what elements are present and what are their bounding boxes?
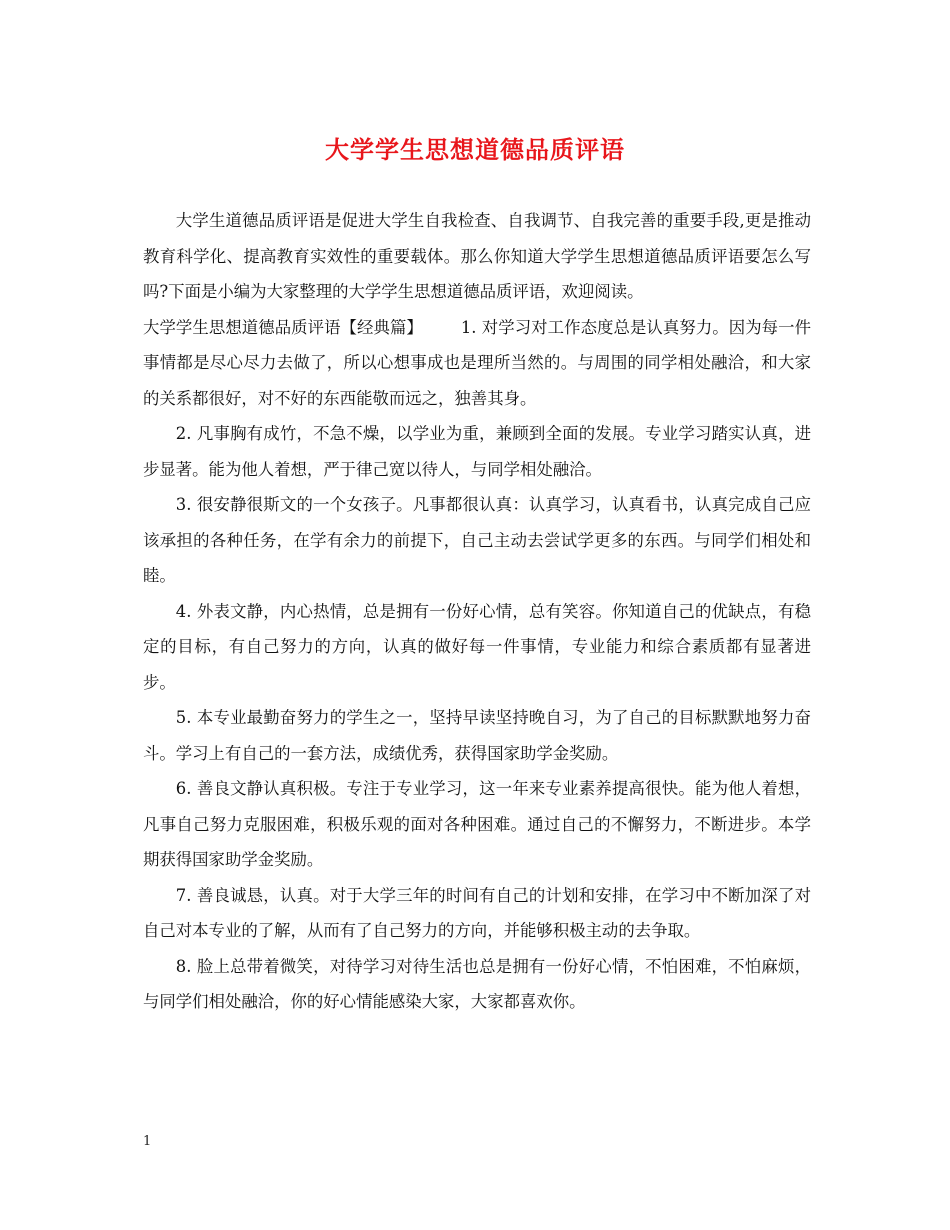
list-item-5: 5. 本专业最勤奋努力的学生之一，坚持早读坚持晚自习，为了自己的目标默默地努力奋斗。学习上有自己的一套方法，成绩优秀，获得国家助学金奖励。: [143, 708, 811, 763]
list-item-4: 4. 外表文静，内心热情，总是拥有一份好心情，总有笑容。你知道自己的优缺点，有稳定的目标，有自己努力的方向，认真的做好每一件事情，专业能力和综合素质都有显著进步。: [143, 601, 811, 692]
list-item-1: 1. 对学习对工作态度总是认真努力。因为每一件事情都是尽心尽力去做了，所以心想事成也是理所当然的。与周围的同学相处融洽，和大家的关系都很好，对不好的东西能敬而远之，独善其身。: [143, 317, 811, 408]
page-number: 1: [143, 1134, 152, 1149]
list-item-3: 3. 很安静很斯文的一个女孩子。凡事都很认真：认真学习，认真看书，认真完成自己应该承担的各种任务，在学有余力的前提下，自己主动去尝试学更多的东西。与同学们相处和睦。: [143, 495, 811, 585]
intro-paragraph: 大学生道德品质评语是促进大学生自我检查、自我调节、自我完善的重要手段,更是推动教育科学化、提高教育实效性的重要载体。那么你知道大学学生思想道德品质评语要怎么写吗?下面是小编为大家整理的大学学生思想道德品质评语，欢迎阅读。: [143, 211, 811, 301]
document-body: [143, 203, 811, 1020]
section-heading: 大学学生思想道德品质评语【经典篇】: [143, 317, 423, 337]
list-item-8: 8. 脸上总带着微笑，对待学习对待生活也总是拥有一份好心情，不怕困难，不怕麻烦，与同学们相处融洽，你的好心情能感染大家，大家都喜欢你。: [143, 956, 811, 1011]
list-item-2: 2. 凡事胸有成竹，不急不燥，以学业为重，兼顾到全面的发展。专业学习踏实认真，进步显著。能为他人着想，严于律己宽以待人，与同学相处融洽。: [143, 424, 811, 479]
list-item-6: 6. 善良文静认真积极。专注于专业学习，这一年来专业素养提高很快。能为他人着想，凡事自己努力克服困难，积极乐观的面对各种困难。通过自己的不懈努力，不断进步。本学期获得国家助学金奖励。: [143, 779, 811, 869]
list-item-7: 7. 善良诚恳，认真。对于大学三年的时间有自己的计划和安排，在学习中不断加深了对自己对本专业的了解，从而有了自己努力的方向，并能够积极主动的去争取。: [143, 885, 811, 940]
section-paragraph: [143, 310, 811, 417]
document-title: 大学学生思想道德品质评语: [325, 136, 625, 164]
